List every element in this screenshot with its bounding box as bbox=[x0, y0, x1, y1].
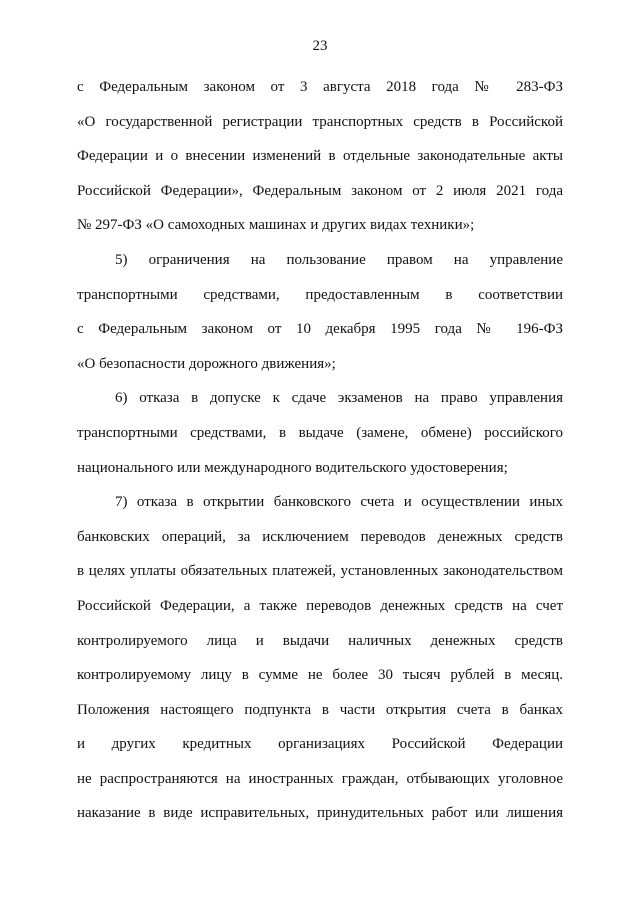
text-line: банковских операций, за исключением переводов денежных средств bbox=[77, 528, 563, 545]
text-line: 6) отказа в допуске к сдаче экзаменов на право управления bbox=[115, 390, 563, 407]
text-line: транспортными средствами, предоставленным в соответствии bbox=[77, 286, 563, 303]
body-text bbox=[77, 70, 563, 831]
text-line: Положения настоящего подпункта в части открытия счета в банках bbox=[77, 701, 563, 718]
text-line: Российской Федерации, а также переводов денежных средств на счет bbox=[77, 597, 563, 614]
text-line: и других кредитных организациях Российской Федерации bbox=[77, 736, 563, 753]
text-line: Российской Федерации», Федеральным законом от 2 июля 2021 года bbox=[77, 182, 563, 199]
text-line: контролируемому лицу в сумме не более 30 тысяч рублей в месяц. bbox=[77, 667, 563, 684]
text-line: наказание в виде исправительных, принудительных работ или лишения bbox=[77, 805, 563, 822]
text-line: «О безопасности дорожного движения»; bbox=[77, 355, 336, 372]
paragraph-item-6 bbox=[77, 381, 563, 485]
text-line: с Федеральным законом от 10 декабря 1995 года № 196-ФЗ bbox=[77, 321, 563, 338]
paragraph-item-5 bbox=[77, 243, 563, 381]
text-line: национального или международного водительского удостоверения; bbox=[77, 459, 508, 476]
text-line: «О государственной регистрации транспортных средств в Российской bbox=[77, 113, 563, 130]
text-line: не распространяются на иностранных граждан, отбывающих уголовное bbox=[77, 770, 563, 787]
paragraph-continuation bbox=[77, 70, 563, 243]
text-line: с Федеральным законом от 3 августа 2018 года № 283-ФЗ bbox=[77, 79, 563, 95]
text-line: № 297-ФЗ «О самоходных машинах и других видах техники»; bbox=[77, 217, 475, 234]
text-line: контролируемого лица и выдачи наличных денежных средств bbox=[77, 632, 563, 649]
text-line: 7) отказа в открытии банковского счета и осуществлении иных bbox=[115, 494, 563, 511]
text-line: транспортными средствами, в выдаче (замене, обмене) российского bbox=[77, 424, 563, 441]
text-line: в целях уплаты обязательных платежей, установленных законодательством bbox=[77, 563, 563, 580]
page-number: 23 bbox=[312, 38, 328, 54]
text-line: Федерации и о внесении изменений в отдельные законодательные акты bbox=[77, 148, 563, 165]
paragraph-item-7 bbox=[77, 485, 563, 831]
text-line: 5) ограничения на пользование правом на управление bbox=[115, 251, 563, 268]
